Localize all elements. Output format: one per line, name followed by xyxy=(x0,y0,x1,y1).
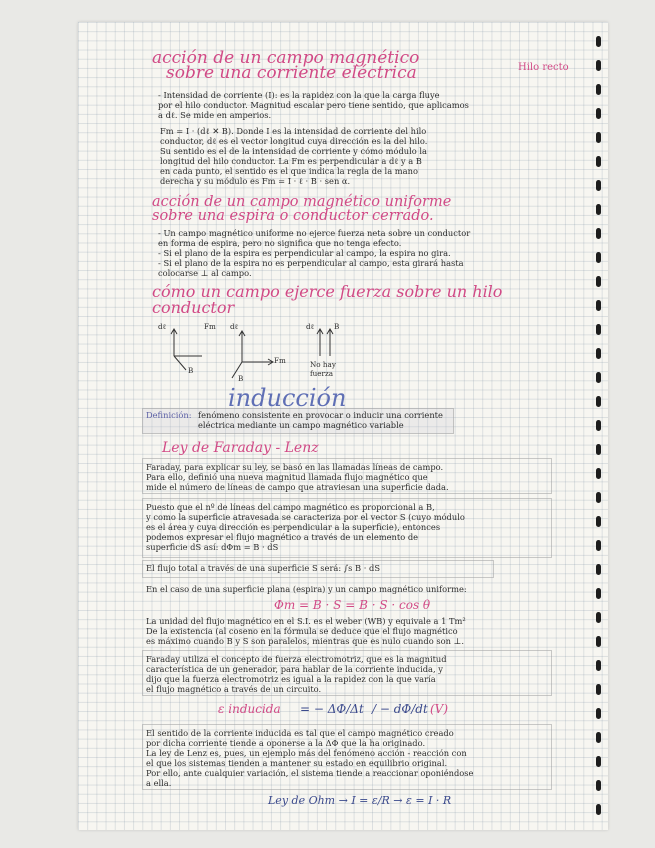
ohm-law: Ley de Ohm → I = ε/R → ε = I · R xyxy=(268,794,452,807)
binding-hole xyxy=(596,372,601,383)
emf-formula-rhs: / − dΦ/dt xyxy=(372,702,428,716)
binding-hole xyxy=(596,636,601,647)
binding-hole xyxy=(596,84,601,95)
emf-line4: el flujo magnético a través de un circuito. xyxy=(146,684,322,694)
binding-hole xyxy=(596,300,601,311)
section-title-faraday-lenz: Ley de Faraday - Lenz xyxy=(162,440,319,456)
section-title-2-line2: sobre una espira o conductor cerrado. xyxy=(152,208,434,224)
binding-hole xyxy=(596,204,601,215)
binding-hole xyxy=(596,252,601,263)
binding-hole xyxy=(596,276,601,287)
binding-hole xyxy=(596,780,601,791)
emf-line3: dijo que la fuerza electromotriz es igual a la rapidez con la que varía xyxy=(146,674,436,684)
section-title-1-line2: sobre una corriente eléctrica xyxy=(166,63,417,83)
binding-hole xyxy=(596,660,601,671)
binding-hole xyxy=(596,396,601,407)
binding-hole xyxy=(596,708,601,719)
plane-case: En el caso de una superficie plana (espira) y un campo magnético uniforme: xyxy=(146,584,467,594)
diagram2-b: B xyxy=(238,374,244,383)
definition-text-line1: fenómeno consistente en provocar o inducir una corriente xyxy=(198,410,443,420)
loop-line4: - Si el plano de la espira no es perpendicular al campo, esta girará hasta xyxy=(158,258,464,268)
lenz-line5: Por ello, ante cualquier variación, el sistema tiende a reaccionar oponiéndose xyxy=(146,768,474,778)
diagram3-no-force-line1: No hay xyxy=(310,360,336,369)
binding-hole xyxy=(596,732,601,743)
flux-line4: podemos expresar el flujo magnético a través de un elemento de xyxy=(146,532,419,542)
diagram2-dl: dℓ xyxy=(230,322,239,331)
force-line2: conductor, dℓ es el vector longitud cuya dirección es la del hilo. xyxy=(160,136,428,146)
diagram3-b: B xyxy=(334,322,340,331)
diagram1-b: B xyxy=(188,366,194,375)
flux-formula: Φm = B · S = B · S · cos θ xyxy=(274,598,431,612)
section-title-3-line2: conductor xyxy=(152,298,235,317)
emf-formula-mid: = − ΔΦ/Δt xyxy=(300,702,364,716)
force-line1: Fm = I · (dℓ ✕ B). Donde I es la intensidad de corriente del hilo xyxy=(160,126,427,136)
binding-hole xyxy=(596,108,601,119)
section-title-3-line1: cómo un campo ejerce fuerza sobre un hilo xyxy=(152,282,503,301)
lenz-line2: por dicha corriente tiende a oponerse a la ΔΦ que la ha originado. xyxy=(146,738,426,748)
intensity-line3: a dℓ. Se mide en amperios. xyxy=(158,110,272,120)
side-note: Hilo recto xyxy=(518,62,569,73)
diagram3-dl: dℓ xyxy=(306,322,315,331)
loop-line3: - Si el plano de la espira es perpendicular al campo, la espira no gira. xyxy=(158,248,451,258)
binding-hole xyxy=(596,348,601,359)
intensity-line2: por el hilo conductor. Magnitud escalar pero tiene sentido, que aplicamos xyxy=(158,100,469,110)
section-title-2-line1: acción de un campo magnético uniforme xyxy=(152,194,452,210)
unit-line3: es máximo cuando B y S son paralelos, mientras que es nulo cuando son ⊥. xyxy=(146,636,465,646)
binding-hole xyxy=(596,324,601,335)
diagram2-fm: Fm xyxy=(274,356,286,365)
binding-hole xyxy=(596,468,601,479)
diagram1-fm: Fm xyxy=(204,322,216,331)
notebook-page xyxy=(78,22,608,830)
binding-hole xyxy=(596,36,601,47)
lenz-line4: el que los sistemas tienden a mantener su estado en equilibrio original. xyxy=(146,758,448,768)
force-line5: en cada punto, el sentido es el que indica la regla de la mano xyxy=(160,166,418,176)
binding-hole xyxy=(596,132,601,143)
force-line3: Su sentido es el de la intensidad de corriente y cómo módulo la xyxy=(160,146,428,156)
lenz-line1: El sentido de la corriente inducida es tal que el campo magnético creado xyxy=(146,728,454,738)
force-line6: derecha y su módulo es Fm = I · ℓ · B · sen α. xyxy=(160,176,351,186)
emf-formula-lhs: ε inducida xyxy=(218,702,281,716)
faraday-line3: mide el número de líneas de campo que atraviesan una superficie dada. xyxy=(146,482,449,492)
total-flux: El flujo total a través de una superficie S será: ∫s B · dS xyxy=(146,563,381,573)
force-line4: longitud del hilo conductor. La Fm es perpendicular a dℓ y a B xyxy=(160,156,422,166)
section-title-1-line1: acción de un campo magnético xyxy=(152,48,420,68)
binding-hole xyxy=(596,804,601,815)
lenz-line6: a ella. xyxy=(146,778,172,788)
loop-line1: - Un campo magnético uniforme no ejerce fuerza neta sobre un conductor xyxy=(158,228,471,238)
binding-hole xyxy=(596,516,601,527)
unit-line2: De la existencia (al coseno en la fórmula se deduce que el flujo magnético xyxy=(146,626,458,636)
emf-formula-unit: (V) xyxy=(430,702,449,716)
flux-line3: es el área y cuya dirección es perpendicular a la superficie), entonces xyxy=(146,522,441,532)
faraday-line2: Para ello, definió una nueva magnitud llamada flujo magnético que xyxy=(146,472,428,482)
binding-hole xyxy=(596,180,601,191)
faraday-line1: Faraday, para explicar su ley, se basó en las llamadas líneas de campo. xyxy=(146,462,444,472)
binding-hole xyxy=(596,756,601,767)
flux-line2: y como la superficie atravesada se caracteriza por el vector S (cuyo módulo xyxy=(146,512,465,522)
binding-hole xyxy=(596,228,601,239)
emf-line2: característica de un generador, para hablar de la corriente inducida, y xyxy=(146,664,443,674)
loop-line5: colocarse ⊥ al campo. xyxy=(158,268,252,278)
lenz-line3: La ley de Lenz es, pues, un ejemplo más del fenómeno acción - reacción con xyxy=(146,748,467,758)
binding-hole xyxy=(596,588,601,599)
binding-hole xyxy=(596,444,601,455)
loop-line2: en forma de espira, pero no significa que no tenga efecto. xyxy=(158,238,402,248)
binding-hole xyxy=(596,420,601,431)
diagram1-dl: dℓ xyxy=(158,322,167,331)
binding-hole xyxy=(596,540,601,551)
intensity-line1: - Intensidad de corriente (I): es la rapidez con la que la carga fluye xyxy=(158,90,440,100)
unit-line1: La unidad del flujo magnético en el S.I. es el weber (WB) y equivale a 1 Tm² xyxy=(146,616,466,626)
binding-hole xyxy=(596,564,601,575)
definition-label: Definición: xyxy=(146,410,192,420)
binding-hole xyxy=(596,156,601,167)
binding-hole xyxy=(596,60,601,71)
binding-hole xyxy=(596,684,601,695)
diagram3-no-force-line2: fuerza xyxy=(310,369,334,378)
spiral-binding xyxy=(596,36,602,826)
binding-hole xyxy=(596,612,601,623)
emf-line1: Faraday utiliza el concepto de fuerza electromotriz, que es la magnitud xyxy=(146,654,447,664)
binding-hole xyxy=(596,492,601,503)
definition-text-line2: eléctrica mediante un campo magnético variable xyxy=(198,420,404,430)
flux-line1: Puesto que el nº de líneas del campo magnético es proporcional a B, xyxy=(146,502,435,512)
flux-line5: superficie dS así: dΦm = B · dS xyxy=(146,542,279,552)
section-title-induction: inducción xyxy=(228,384,347,412)
